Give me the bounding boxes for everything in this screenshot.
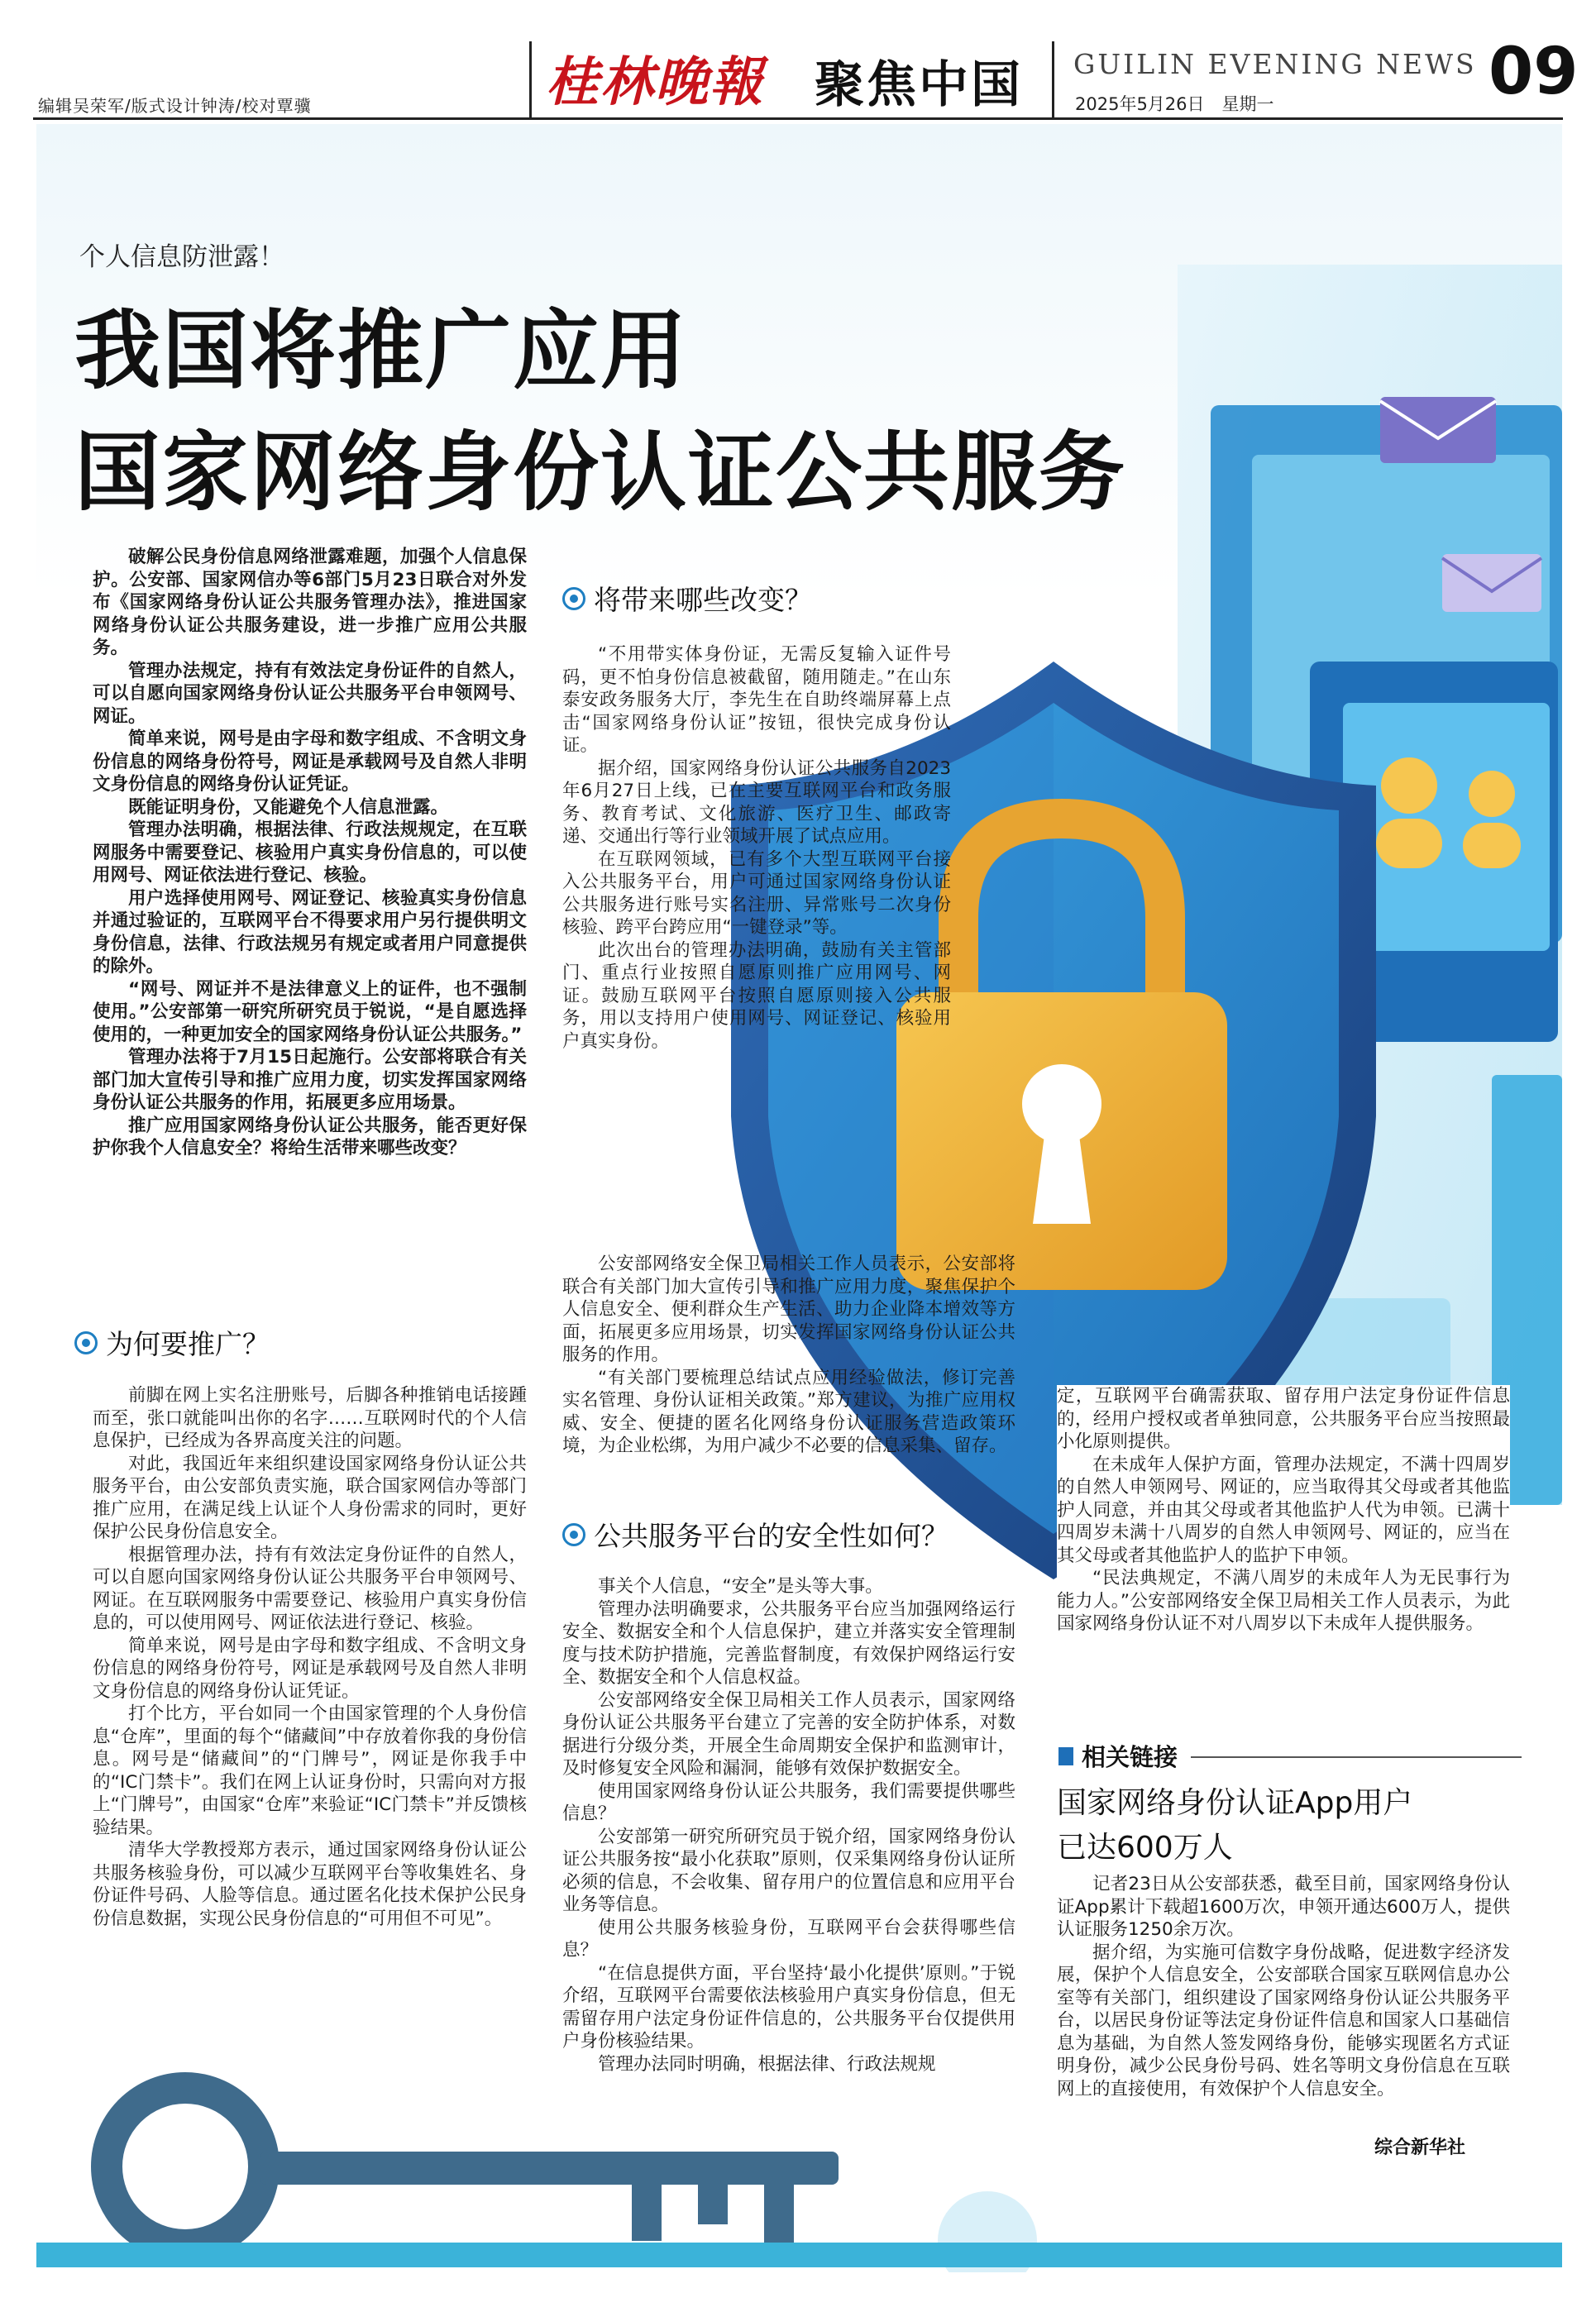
lead-paragraph: 破解公民身份信息网络泄露难题，加强个人信息保护。公安部、国家网信办等6部门5月23日联合对外发布《国家网络身份认证公共服务管理办法》，推进国家网络身份认证公共服务建设，进一步推广应用公共服务。 bbox=[93, 547, 527, 658]
english-name: GUILIN EVENING NEWS bbox=[1073, 48, 1477, 80]
body-paragraph: 简单来说，网号是由字母和数字组成、不含明文身份信息的网络身份符号，网证是承载网号及自然人非明文身份信息的网络身份认证凭证。 bbox=[93, 1635, 527, 1702]
masthead-rule bbox=[33, 117, 1563, 120]
body-paragraph: 据介绍，国家网络身份认证公共服务自2023年6月27日上线，已在主要互联网平台和政务服务、教育考试、文化旅游、医疗卫生、邮政寄递、交通出行等行业领域开展了试点应用。 bbox=[562, 757, 951, 847]
lead-paragraph: 用户选择使用网号、网证登记、核验真实身份信息并通过验证的，互联网平台不得要求用户另行提供明文身份信息，法律、行政法规另有规定或者用户同意提供的除外。 bbox=[93, 887, 527, 977]
section-name: 聚焦中国 bbox=[815, 56, 1023, 114]
lead-paragraph: “网号、网证并不是法律意义上的证件，也不强制使用。”公安部第一研究所研究员于锐说，“是自愿选择使用的，一种更加安全的国家网络身份认证公共服务。” bbox=[93, 978, 527, 1045]
body-paragraph: 使用国家网络身份认证公共服务，我们需要提供哪些信息？ bbox=[562, 1780, 1015, 1824]
section2-narrow-column bbox=[562, 643, 951, 1053]
body-paragraph: “在信息提供方面，平台坚持‘最小化提供’原则。”于锐介绍，互联网平台需要依法核验用户真实身份信息，但无需留存用户法定身份证件信息的，公共服务平台仅提供用户身份核验结果。 bbox=[562, 1962, 1015, 2052]
section-heading-changes: 将带来哪些改变？ bbox=[562, 579, 812, 618]
body-paragraph: 据介绍，为实施可信数字身份战略，促进数字经济发展，保护个人信息安全，公安部联合国家互联网信息办公室等有关部门，组织建设了国家网络身份认证公共服务平台，以居民身份证等法定身份证件信息和国家人口基础信息为基础，为自然人签发网络身份，能够实现匿名方式证明身份，减少公民身份号码、姓名等明文身份信息在互联网上的直接使用，有效保护个人信息安全。 bbox=[1057, 1942, 1510, 2099]
body-paragraph: 在互联网领域，已有多个大型互联网平台接入公共服务平台，用户可通过国家网络身份认证公共服务进行账号实名注册、异常账号二次身份核验、跨平台跨应用“一键登录”等。 bbox=[562, 848, 951, 938]
section3-column bbox=[562, 1575, 1015, 2076]
related-link-label: 相关链接 bbox=[1058, 1739, 1178, 1773]
bottom-band bbox=[36, 2243, 1562, 2267]
body-paragraph: 对此，我国近年来组织建设国家网络身份认证公共服务平台，由公安部负责实施，联合国家网信办等部门推广应用，在满足线上认证个人身份需求的同时，更好保护公民身份信息安全。 bbox=[93, 1453, 527, 1542]
body-paragraph: 此次出台的管理办法明确，鼓励有关主管部门、重点行业按照自愿原则推广应用网号、网证。鼓励互联网平台按照自愿原则接入公共服务，用以支持用户使用网号、网证登记、核验用户真实身份。 bbox=[562, 939, 951, 1052]
related-title-line-1: 国家网络身份认证App用户 bbox=[1057, 1786, 1413, 1820]
body-paragraph: 事关个人信息，“安全”是头等大事。 bbox=[598, 1576, 883, 1597]
newspaper-logo: 桂林晚報 bbox=[546, 51, 764, 113]
bullet-icon bbox=[562, 587, 585, 610]
section1-column bbox=[93, 1384, 527, 1930]
related-rule bbox=[1191, 1756, 1522, 1758]
headline-line-1: 我国将推广应用 bbox=[74, 300, 689, 401]
body-paragraph: 公安部第一研究所研究员于锐介绍，国家网络身份认证公共服务按“最小化获取”原则，仅采集网络身份认证所必须的信息，不会收集、留存用户的位置信息和应用平台业务等信息。 bbox=[562, 1826, 1015, 1915]
body-paragraph: 清华大学教授郑方表示，通过国家网络身份认证公共服务核验身份，可以减少互联网平台等收集姓名、身份证件号码、人脸等信息。通过匿名化技术保护公民身份信息数据，实现公民身份信息的“可用但不可见”。 bbox=[93, 1840, 527, 1929]
body-paragraph: 根据管理办法，持有有效法定身份证件的自然人，可以自愿向国家网络身份认证公共服务平台申领网号、网证。在互联网服务中需要登记、核验用户真实身份信息的，可以使用网号、网证依法进行登记、核验。 bbox=[93, 1544, 527, 1633]
masthead-divider bbox=[529, 41, 532, 120]
body-paragraph: “民法典规定，不满八周岁的未成年人为无民事行为能力人。”公安部网络安全保卫局相关工作人员表示，为此国家网络身份认证不对八周岁以下未成年人提供服务。 bbox=[1057, 1568, 1510, 1634]
body-paragraph: 管理办法同时明确，根据法律、行政法规规 bbox=[598, 2053, 936, 2075]
bullet-icon bbox=[74, 1331, 98, 1354]
section-heading-security: 公共服务平台的安全性如何？ bbox=[562, 1515, 949, 1554]
body-paragraph: 管理办法明确要求，公共服务平台应当加强网络运行安全、数据安全和个人信息保护，建立并落实安全管理制度与技术防护措施，完善监督制度，有效保护网络运行安全、数据安全和个人信息权益。 bbox=[562, 1598, 1015, 1688]
headline-line-2: 国家网络身份认证公共服务 bbox=[74, 422, 1127, 523]
lead-paragraph: 简单来说，网号是由字母和数字组成、不含明文身份信息的网络身份符号，网证是承载网号及自然人非明文身份信息的网络身份认证凭证。 bbox=[93, 728, 527, 795]
editor-credits: 编辑吴荣军/版式设计钟涛/校对覃骥 bbox=[38, 96, 312, 116]
body-paragraph: 在未成年人保护方面，管理办法规定，不满十四周岁的自然人申领网号、网证的，应当取得其父母或者其他监护人同意，并由其父母或者其他监护人代为申领。已满十四周岁未满十八周岁的自然人申领网号、网证的，应当在其父母或者其他监护人的监护下申领。 bbox=[1057, 1454, 1510, 1566]
body-paragraph: “有关部门要梳理总结试点应用经验做法，修订完善实名管理、身份认证相关政策。”郑方建议，为推广应用权威、安全、便捷的匿名化网络身份认证服务营造政策环境，为企业松绑，为用户减少不必要的信息采集、留存。 bbox=[562, 1367, 1015, 1456]
related-title-line-2: 已达600万人 bbox=[1057, 1831, 1233, 1865]
lead-paragraph: 既能证明身份，又能避免个人信息泄露。 bbox=[128, 796, 449, 818]
lead-paragraph: 管理办法规定，持有有效法定身份证件的自然人，可以自愿向国家网络身份认证公共服务平台申领网号、网证。 bbox=[93, 660, 527, 727]
body-paragraph: 使用公共服务核验身份，互联网平台会获得哪些信息？ bbox=[562, 1917, 1015, 1961]
section-heading-why: 为何要推广？ bbox=[74, 1323, 270, 1362]
section2-wide-column bbox=[562, 1253, 1015, 1458]
lead-paragraph: 管理办法明确，根据法律、行政法规规定，在互联网服务中需要登记、核验用户真实身份信息的，可以使用网号、网证依法进行登记、核验。 bbox=[93, 819, 527, 886]
lead-paragraph: 推广应用国家网络身份认证公共服务，能否更好保护你我个人信息安全？将给生活带来哪些改变？ bbox=[93, 1115, 527, 1158]
issue-date: 2025年5月26日 星期一 bbox=[1075, 94, 1274, 114]
body-paragraph: 定，互联网平台确需获取、留存用户法定身份证件信息的，经用户授权或者单独同意，公共服务平台应当按照最小化原则提供。 bbox=[1057, 1386, 1510, 1452]
masthead-divider bbox=[1052, 41, 1054, 120]
continuation-column bbox=[1057, 1385, 1510, 1636]
body-paragraph: 公安部网络安全保卫局相关工作人员表示，国家网络身份认证公共服务平台建立了完善的安全防护体系，对数据进行分级分类，开展全生命周期安全保护和监测审计，及时修复安全风险和漏洞，能够有效保护数据安全。 bbox=[562, 1689, 1015, 1779]
body-paragraph: 打个比方，平台如同一个由国家管理的个人身份信息“仓库”，里面的每个“储藏间”中存放着你我的身份信息。网号是“储藏间”的“门牌号”，网证是你我手中的“IC门禁卡”。我们在网上认证身份时，只需向对方报上“门牌号”，由国家“仓库”来验证“IC门禁卡”并反馈核验结果。 bbox=[93, 1703, 527, 1838]
page-number: 09 bbox=[1488, 35, 1579, 109]
article-kicker: 个人信息防泄露！ bbox=[79, 242, 284, 272]
square-bullet-icon bbox=[1058, 1747, 1073, 1765]
lead-column bbox=[93, 546, 527, 1160]
bullet-icon bbox=[562, 1523, 585, 1546]
body-paragraph: 公安部网络安全保卫局相关工作人员表示，公安部将联合有关部门加大宣传引导和推广应用力度，聚焦保护个人信息安全、便利群众生产生活、助力企业降本增效等方面，拓展更多应用场景，切实发挥国家网络身份认证公共服务的作用。 bbox=[562, 1254, 1015, 1365]
related-column bbox=[1057, 1873, 1510, 2100]
source-credit: 综合新华社 bbox=[1374, 2138, 1466, 2158]
body-paragraph: 前脚在网上实名注册账号，后脚各种推销电话接踵而至，张口就能叫出你的名字……互联网时代的个人信息保护，已经成为各界高度关注的问题。 bbox=[93, 1385, 527, 1451]
body-paragraph: “不用带实体身份证，无需反复输入证件号码，更不怕身份信息被截留，随用随走。”在山东泰安政务服务大厅，李先生在自助终端屏幕上点击“国家网络身份认证”按钮，很快完成身份认证。 bbox=[562, 644, 951, 756]
body-paragraph: 记者23日从公安部获悉，截至目前，国家网络身份认证App累计下载超1600万次，申领开通达600万人，提供认证服务1250余万次。 bbox=[1057, 1874, 1510, 1940]
lead-paragraph: 管理办法将于7月15日起施行。公安部将联合有关部门加大宣传引导和推广应用力度，切实发挥国家网络身份认证公共服务的作用，拓展更多应用场景。 bbox=[93, 1047, 527, 1113]
